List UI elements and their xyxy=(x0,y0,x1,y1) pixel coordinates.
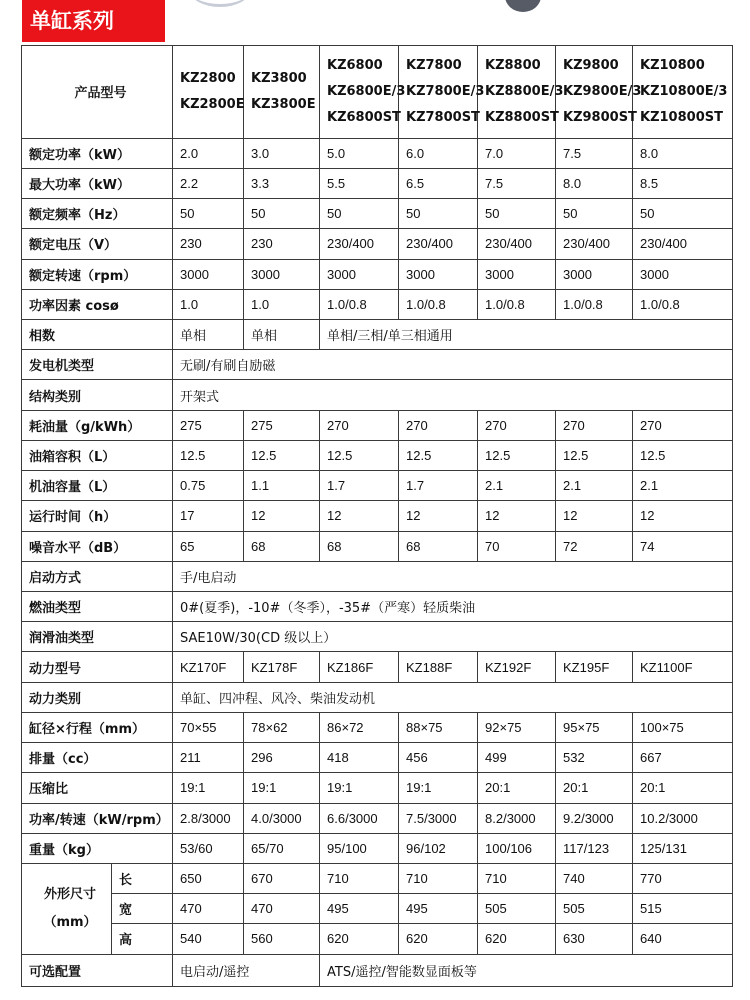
value-cell: 单相 xyxy=(173,320,244,350)
row-label: 燃油类型 xyxy=(22,591,173,621)
value-cell: 2.2 xyxy=(173,168,244,198)
model-name: KZ8800ST xyxy=(485,109,559,125)
value-cell: 95×75 xyxy=(556,712,633,742)
value-cell: 710 xyxy=(478,863,556,893)
value-cell: 6.5 xyxy=(399,168,478,198)
model-name: KZ9800ST xyxy=(563,109,637,125)
row-label: 机油容量（L） xyxy=(22,471,173,501)
value-cell: 667 xyxy=(633,743,733,773)
value-cell: 3000 xyxy=(478,259,556,289)
value-cell: 50 xyxy=(244,199,320,229)
model-name: KZ3800 xyxy=(251,70,307,86)
value-cell: 3000 xyxy=(633,259,733,289)
spec-row xyxy=(22,259,733,289)
row-label: 缸径×行程（mm） xyxy=(22,712,173,742)
value-cell: KZ170F xyxy=(173,652,244,682)
spec-row xyxy=(22,199,733,229)
value-cell: 2.0 xyxy=(173,138,244,168)
value-cell: KZ1100F xyxy=(633,652,733,682)
value-cell: 12 xyxy=(320,501,399,531)
row-label: 最大功率（kW） xyxy=(22,168,173,198)
model-name-cell xyxy=(244,46,320,139)
spec-row xyxy=(22,471,733,501)
merged-value-cell: 单缸、四冲程、风冷、柴油发动机 xyxy=(173,682,733,712)
value-cell: 499 xyxy=(478,743,556,773)
row-label: 启动方式 xyxy=(22,561,173,591)
row-label: 可选配置 xyxy=(22,954,173,986)
value-cell: 8.5 xyxy=(633,168,733,198)
spec-row xyxy=(22,289,733,319)
value-cell: 2.1 xyxy=(478,471,556,501)
value-cell: 296 xyxy=(244,743,320,773)
row-label: 动力型号 xyxy=(22,652,173,682)
dimensions-label xyxy=(22,863,112,954)
model-name-cell xyxy=(173,46,244,139)
value-cell: 70 xyxy=(478,531,556,561)
value-cell: 53/60 xyxy=(173,833,244,863)
value-cell: 50 xyxy=(556,199,633,229)
value-cell: 505 xyxy=(556,894,633,924)
value-cell: 620 xyxy=(478,924,556,954)
model-name-cell xyxy=(633,46,733,139)
value-cell: 50 xyxy=(478,199,556,229)
value-cell: 1.0/0.8 xyxy=(399,289,478,319)
value-cell: 10.2/3000 xyxy=(633,803,733,833)
value-cell: 96/102 xyxy=(399,833,478,863)
value-cell: 2.1 xyxy=(556,471,633,501)
row-label: 油箱容积（L） xyxy=(22,440,173,470)
dimension-sub-label: 长 xyxy=(112,863,173,893)
engine-type-row xyxy=(22,682,733,712)
value-cell: 50 xyxy=(399,199,478,229)
merged-value-cell: 开架式 xyxy=(173,380,733,410)
value-cell: 5.0 xyxy=(320,138,399,168)
dimension-sub-label: 高 xyxy=(112,924,173,954)
value-cell: 74 xyxy=(633,531,733,561)
value-cell: 68 xyxy=(399,531,478,561)
value-cell: 0.75 xyxy=(173,471,244,501)
spec-row xyxy=(22,168,733,198)
model-row xyxy=(22,46,733,139)
value-cell: 1.0 xyxy=(173,289,244,319)
value-cell: 17 xyxy=(173,501,244,531)
value-cell: 3000 xyxy=(320,259,399,289)
value-cell: 88×75 xyxy=(399,712,478,742)
value-cell: 20:1 xyxy=(556,773,633,803)
value-cell: 495 xyxy=(399,894,478,924)
value-cell: 456 xyxy=(399,743,478,773)
value-cell: KZ188F xyxy=(399,652,478,682)
value-cell: 470 xyxy=(244,894,320,924)
value-cell: 12.5 xyxy=(633,440,733,470)
value-cell: 532 xyxy=(556,743,633,773)
value-cell: 70×55 xyxy=(173,712,244,742)
value-cell: 710 xyxy=(399,863,478,893)
value-cell: 12 xyxy=(244,501,320,531)
merged-value-cell: 电启动/遥控 xyxy=(173,954,320,986)
dimension-row xyxy=(22,894,733,924)
spec-row xyxy=(22,833,733,863)
row-label: 结构类别 xyxy=(22,380,173,410)
value-cell: 540 xyxy=(173,924,244,954)
value-cell: 620 xyxy=(320,924,399,954)
dimensions-label-line2: （mm） xyxy=(43,914,97,930)
value-cell: 418 xyxy=(320,743,399,773)
model-name: KZ7800 xyxy=(406,57,462,73)
decorative-circle xyxy=(505,0,541,12)
row-label: 动力类别 xyxy=(22,682,173,712)
spec-row xyxy=(22,773,733,803)
value-cell: 1.7 xyxy=(320,471,399,501)
value-cell: 12.5 xyxy=(556,440,633,470)
value-cell: 12.5 xyxy=(244,440,320,470)
spec-row xyxy=(22,501,733,531)
model-name: KZ8800E/3 xyxy=(485,83,564,99)
merged-value-cell: SAE10W/30(CD 级以上） xyxy=(173,622,733,652)
value-cell: 50 xyxy=(173,199,244,229)
value-cell: 9.2/3000 xyxy=(556,803,633,833)
value-cell: 2.8/3000 xyxy=(173,803,244,833)
page-title: 单缸系列 xyxy=(22,0,165,42)
value-cell: 95/100 xyxy=(320,833,399,863)
value-cell: 230/400 xyxy=(320,229,399,259)
row-label: 运行时间（h） xyxy=(22,501,173,531)
value-cell: 1.1 xyxy=(244,471,320,501)
value-cell: 72 xyxy=(556,531,633,561)
model-name-cell xyxy=(320,46,406,139)
value-cell: 230/400 xyxy=(478,229,556,259)
value-cell: 650 xyxy=(173,863,244,893)
row-label: 额定转速（rpm） xyxy=(22,259,173,289)
value-cell: 7.0 xyxy=(478,138,556,168)
value-cell: 125/131 xyxy=(633,833,733,863)
phase-row xyxy=(22,320,733,350)
merged-value-cell: ATS/遥控/智能数显面板等 xyxy=(320,954,733,986)
value-cell: 1.0/0.8 xyxy=(556,289,633,319)
value-cell: 6.0 xyxy=(399,138,478,168)
value-cell: 1.0/0.8 xyxy=(320,289,399,319)
value-cell: 117/123 xyxy=(556,833,633,863)
value-cell: 270 xyxy=(399,410,478,440)
value-cell: 620 xyxy=(399,924,478,954)
value-cell: 275 xyxy=(173,410,244,440)
value-cell: 86×72 xyxy=(320,712,399,742)
value-cell: 740 xyxy=(556,863,633,893)
value-cell: 3000 xyxy=(244,259,320,289)
model-name-cell xyxy=(556,46,642,139)
decorative-arc xyxy=(190,0,250,7)
value-cell: 270 xyxy=(478,410,556,440)
model-name-cell xyxy=(399,46,485,139)
value-cell: KZ186F xyxy=(320,652,399,682)
value-cell: 8.0 xyxy=(556,168,633,198)
value-cell: 12.5 xyxy=(478,440,556,470)
row-label: 排量（cc） xyxy=(22,743,173,773)
row-label: 润滑油类型 xyxy=(22,622,173,652)
value-cell: 230/400 xyxy=(633,229,733,259)
value-cell: 68 xyxy=(244,531,320,561)
value-cell: 1.0 xyxy=(244,289,320,319)
merged-value-cell: 无刷/有刷自励磁 xyxy=(173,350,733,380)
model-name: KZ9800E/3 xyxy=(563,83,642,99)
value-cell: 3000 xyxy=(399,259,478,289)
row-label: 额定频率（Hz） xyxy=(22,199,173,229)
value-cell: 100×75 xyxy=(633,712,733,742)
value-cell: 6.6/3000 xyxy=(320,803,399,833)
value-cell: 50 xyxy=(633,199,733,229)
value-cell: 50 xyxy=(320,199,399,229)
model-name: KZ6800ST xyxy=(327,109,401,125)
value-cell: 505 xyxy=(478,894,556,924)
value-cell: 230/400 xyxy=(399,229,478,259)
value-cell: 68 xyxy=(320,531,399,561)
value-cell: 8.0 xyxy=(633,138,733,168)
options-row xyxy=(22,954,733,986)
value-cell: 495 xyxy=(320,894,399,924)
value-cell: 230 xyxy=(244,229,320,259)
row-label: 耗油量（g/kWh） xyxy=(22,410,173,440)
value-cell: 12 xyxy=(556,501,633,531)
value-cell: 19:1 xyxy=(244,773,320,803)
value-cell: 1.7 xyxy=(399,471,478,501)
model-name: KZ3800E xyxy=(251,96,316,112)
value-cell: 12 xyxy=(478,501,556,531)
value-cell: 7.5 xyxy=(556,138,633,168)
value-cell: 3.3 xyxy=(244,168,320,198)
value-cell: 12.5 xyxy=(320,440,399,470)
value-cell: 211 xyxy=(173,743,244,773)
value-cell: 4.0/3000 xyxy=(244,803,320,833)
spec-row xyxy=(22,622,733,652)
value-cell: 20:1 xyxy=(633,773,733,803)
model-name: KZ2800 xyxy=(180,70,236,86)
merged-value-cell: 单相/三相/单三相通用 xyxy=(320,320,733,350)
spec-row xyxy=(22,410,733,440)
value-cell: 640 xyxy=(633,924,733,954)
row-label: 功率因素 cosø xyxy=(22,289,173,319)
value-cell: 270 xyxy=(633,410,733,440)
value-cell: 100/106 xyxy=(478,833,556,863)
merged-value-cell: 0#(夏季)，-10#（冬季），-35#（严寒）轻质柴油 xyxy=(173,591,733,621)
value-cell: 8.2/3000 xyxy=(478,803,556,833)
engine-model-row xyxy=(22,652,733,682)
spec-row xyxy=(22,531,733,561)
value-cell: 12.5 xyxy=(399,440,478,470)
value-cell: 19:1 xyxy=(173,773,244,803)
spec-row xyxy=(22,350,733,380)
model-name: KZ6800 xyxy=(327,57,383,73)
model-name: KZ10800 xyxy=(640,57,705,73)
value-cell: 3000 xyxy=(173,259,244,289)
model-name: KZ8800 xyxy=(485,57,541,73)
model-name: KZ10800E/3 xyxy=(640,83,728,99)
dimension-row xyxy=(22,863,733,893)
value-cell: 7.5/3000 xyxy=(399,803,478,833)
value-cell: 78×62 xyxy=(244,712,320,742)
dimension-row xyxy=(22,924,733,954)
value-cell: 770 xyxy=(633,863,733,893)
value-cell: 12.5 xyxy=(173,440,244,470)
spec-row xyxy=(22,712,733,742)
row-label: 额定电压（V） xyxy=(22,229,173,259)
model-name: KZ6800E/3 xyxy=(327,83,406,99)
value-cell: 710 xyxy=(320,863,399,893)
value-cell: 20:1 xyxy=(478,773,556,803)
value-cell: 19:1 xyxy=(399,773,478,803)
value-cell: 1.0/0.8 xyxy=(478,289,556,319)
value-cell: 230/400 xyxy=(556,229,633,259)
row-label: 相数 xyxy=(22,320,173,350)
value-cell: 92×75 xyxy=(478,712,556,742)
value-cell: 单相 xyxy=(244,320,320,350)
value-cell: 2.1 xyxy=(633,471,733,501)
row-label: 功率/转速（kW/rpm） xyxy=(22,803,173,833)
row-label: 重量（kg） xyxy=(22,833,173,863)
model-name: KZ9800 xyxy=(563,57,619,73)
value-cell: 1.0/0.8 xyxy=(633,289,733,319)
value-cell: 3.0 xyxy=(244,138,320,168)
value-cell: 275 xyxy=(244,410,320,440)
model-header: 产品型号 xyxy=(22,46,173,139)
value-cell: KZ195F xyxy=(556,652,633,682)
value-cell: 230 xyxy=(173,229,244,259)
spec-table xyxy=(21,45,733,987)
value-cell: 12 xyxy=(399,501,478,531)
spec-row xyxy=(22,591,733,621)
value-cell: 630 xyxy=(556,924,633,954)
value-cell: KZ192F xyxy=(478,652,556,682)
value-cell: 65 xyxy=(173,531,244,561)
value-cell: KZ178F xyxy=(244,652,320,682)
value-cell: 515 xyxy=(633,894,733,924)
value-cell: 3000 xyxy=(556,259,633,289)
value-cell: 19:1 xyxy=(320,773,399,803)
spec-row xyxy=(22,380,733,410)
spec-row xyxy=(22,743,733,773)
value-cell: 7.5 xyxy=(478,168,556,198)
value-cell: 270 xyxy=(320,410,399,440)
value-cell: 270 xyxy=(556,410,633,440)
model-name: KZ7800ST xyxy=(406,109,480,125)
model-name: KZ2800E xyxy=(180,96,245,112)
row-label: 发电机类型 xyxy=(22,350,173,380)
dimensions-label-line1: 外形尺寸 xyxy=(43,886,96,902)
value-cell: 12 xyxy=(633,501,733,531)
model-name: KZ10800ST xyxy=(640,109,723,125)
value-cell: 5.5 xyxy=(320,168,399,198)
model-name: KZ7800E/3 xyxy=(406,83,485,99)
value-cell: 65/70 xyxy=(244,833,320,863)
row-label: 额定功率（kW） xyxy=(22,138,173,168)
spec-row xyxy=(22,138,733,168)
dimension-sub-label: 宽 xyxy=(112,894,173,924)
row-label: 压缩比 xyxy=(22,773,173,803)
row-label: 噪音水平（dB） xyxy=(22,531,173,561)
spec-row xyxy=(22,440,733,470)
spec-row xyxy=(22,229,733,259)
spec-row xyxy=(22,803,733,833)
value-cell: 560 xyxy=(244,924,320,954)
model-name-cell xyxy=(478,46,564,139)
value-cell: 670 xyxy=(244,863,320,893)
value-cell: 470 xyxy=(173,894,244,924)
spec-row xyxy=(22,561,733,591)
merged-value-cell: 手/电启动 xyxy=(173,561,733,591)
